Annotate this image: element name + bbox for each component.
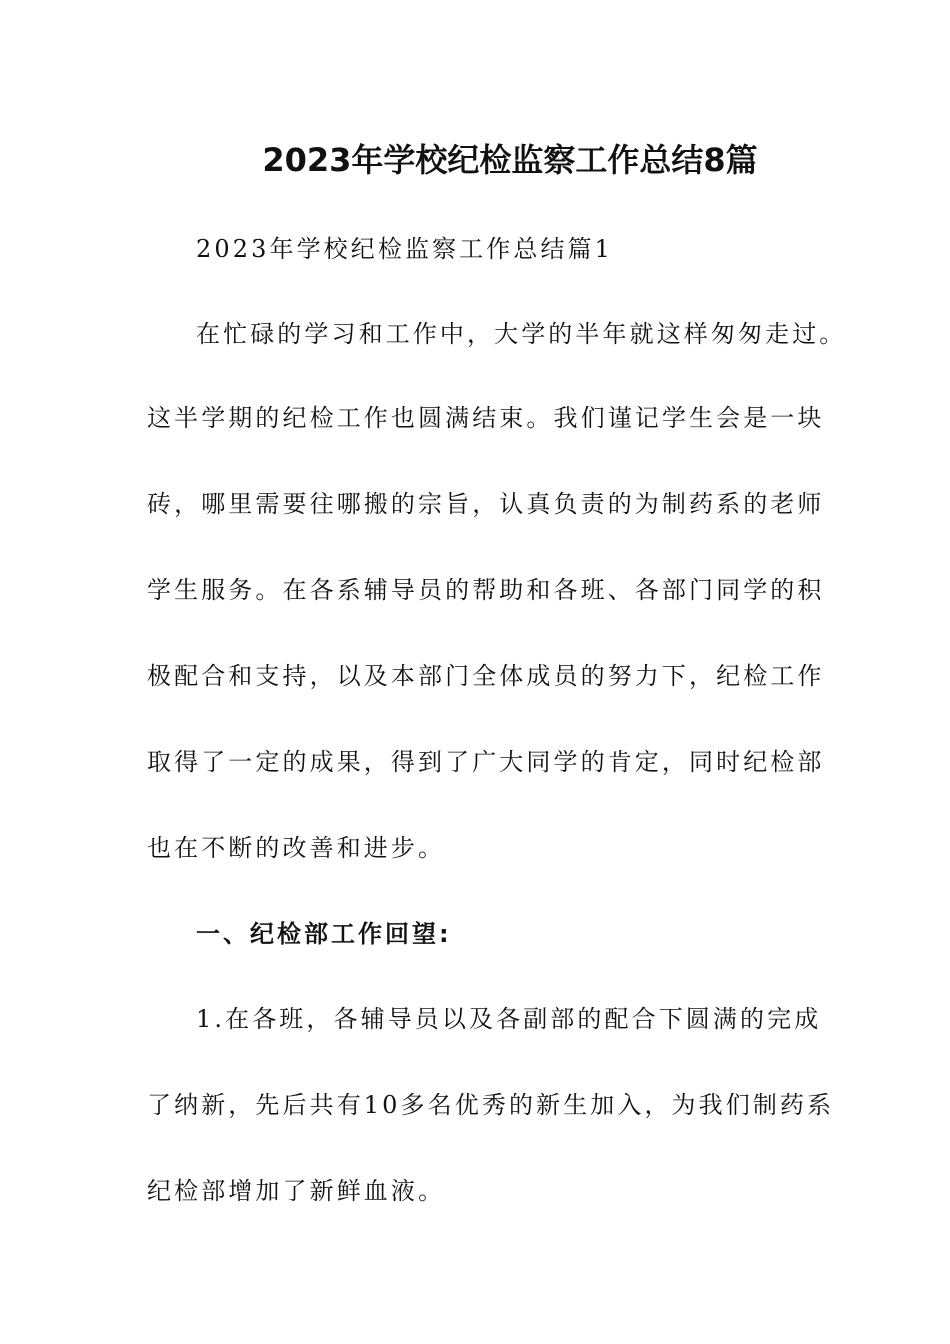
paragraph-line: 1.在各班，各辅导员以及各副部的配合下圆满的完成 — [196, 1005, 822, 1033]
paragraph-line: 砖，哪里需要往哪搬的宗旨，认真负责的为制药系的老师 — [147, 490, 825, 518]
paragraph-line: 纪检部增加了新鲜血液。 — [147, 1177, 446, 1205]
section-heading: 一、纪检部工作回望: — [196, 920, 452, 948]
paragraph-line: 这半学期的纪检工作也圆满结束。我们谨记学生会是一块 — [147, 404, 825, 432]
paragraph-line: 也在不断的改善和进步。 — [147, 834, 446, 862]
paragraph-line: 了纳新，先后共有10多名优秀的新生加入，为我们制药系 — [147, 1091, 835, 1119]
paragraph-line: 在忙碌的学习和工作中，大学的半年就这样匆匆走过。 — [196, 320, 847, 348]
article-subtitle: 2023年学校纪检监察工作总结篇1 — [196, 235, 614, 263]
paragraph-line: 极配合和支持，以及本部门全体成员的努力下，纪检工作 — [147, 662, 825, 690]
document-title: 2023年学校纪检监察工作总结8篇 — [262, 141, 758, 179]
paragraph-line: 取得了一定的成果，得到了广大同学的肯定，同时纪检部 — [147, 748, 825, 776]
paragraph-line: 学生服务。在各系辅导员的帮助和各班、各部门同学的积 — [147, 576, 825, 604]
